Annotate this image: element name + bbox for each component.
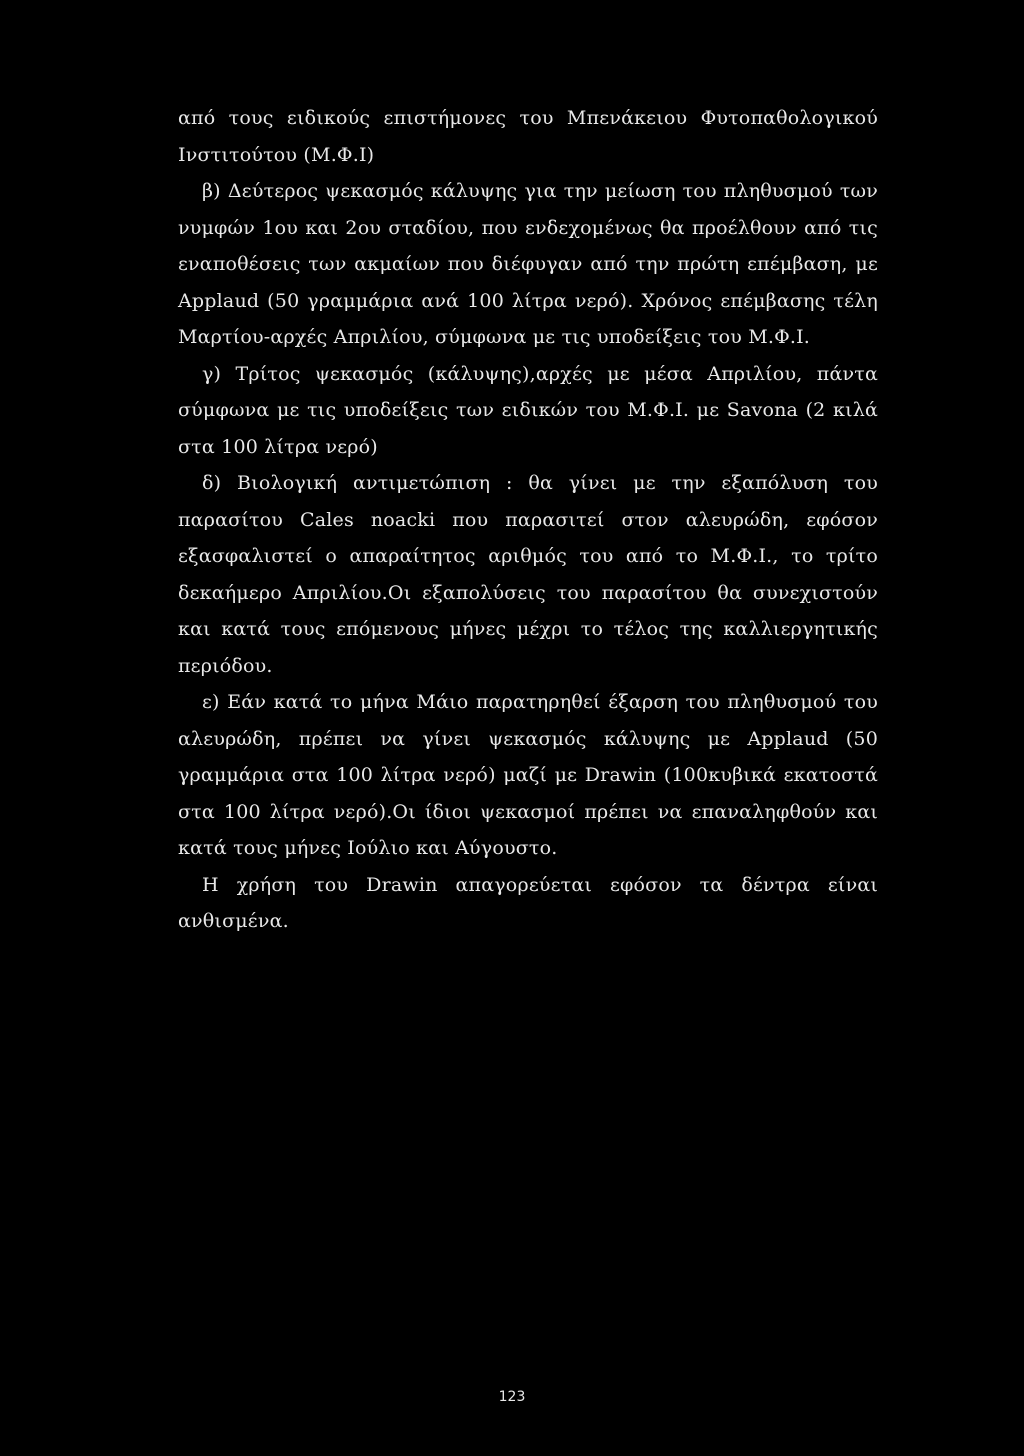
- paragraph-drawin-note: Η χρήση του Drawin απαγορεύεται εφόσον τα δέντρα είναι ανθισμένα.: [178, 873, 878, 932]
- paragraph-intro: από τους ειδικούς επιστήμονες του Μπενάκειου Φυτοπαθολογικού Ινστιτούτου (Μ.Φ.Ι): [178, 107, 878, 166]
- paragraph-beta: β) Δεύτερος ψεκασμός κάλυψης για την μείωση του πληθυσμού των νυμφών 1ου και 2ου σταδίου, που ενδεχομένως θα προέλθουν από τις εναποθέσεις των ακμαίων που διέφυγαν από την πρώτη επέμβαση, με Applaud (50 γραμμάρια ανά 100 λίτρα νερό). Χρόνος επέμβασης τέλη Μαρτίου-αρχές Απριλίου, σύμφωνα με τις υποδείξεις του Μ.Φ.Ι.: [178, 180, 878, 348]
- page-number: 123: [498, 1389, 526, 1405]
- paragraph-delta: δ) Βιολογική αντιμετώπιση : θα γίνει με την εξαπόλυση του παρασίτου Cales noacki που παρασιτεί στον αλευρώδη, εφόσον εξασφαλιστεί ο απαραίτητος αριθμός του από το Μ.Φ.Ι., το τρίτο δεκαήμερο Απριλίου.Οι εξαπολύσεις του παρασίτου θα συνεχιστούν και κατά τους επόμενους μήνες μέχρι το τέλος της καλλιεργητικής περιόδου.: [178, 472, 878, 677]
- paragraph-gamma: γ) Τρίτος ψεκασμός (κάλυψης),αρχές με μέσα Απριλίου, πάντα σύμφωνα με τις υποδείξεις των ειδικών του Μ.Φ.Ι. με Savona (2 κιλά στα 100 λίτρα νερό): [178, 362, 878, 458]
- paragraph-epsilon: ε) Εάν κατά το μήνα Μάιο παρατηρηθεί έξαρση του πληθυσμού του αλευρώδη, πρέπει να γίνει ψεκασμός κάλυψης με Applaud (50 γραμμάρια στα 100 λίτρα νερό) μαζί με Drawin (100κυβικά εκατοστά στα 100 λίτρα νερό).Οι ίδιοι ψεκασμοί πρέπει να επαναληφθούν και κατά τους μήνες Ιούλιο και Αύγουστο.: [178, 691, 878, 859]
- body-text: [178, 100, 878, 940]
